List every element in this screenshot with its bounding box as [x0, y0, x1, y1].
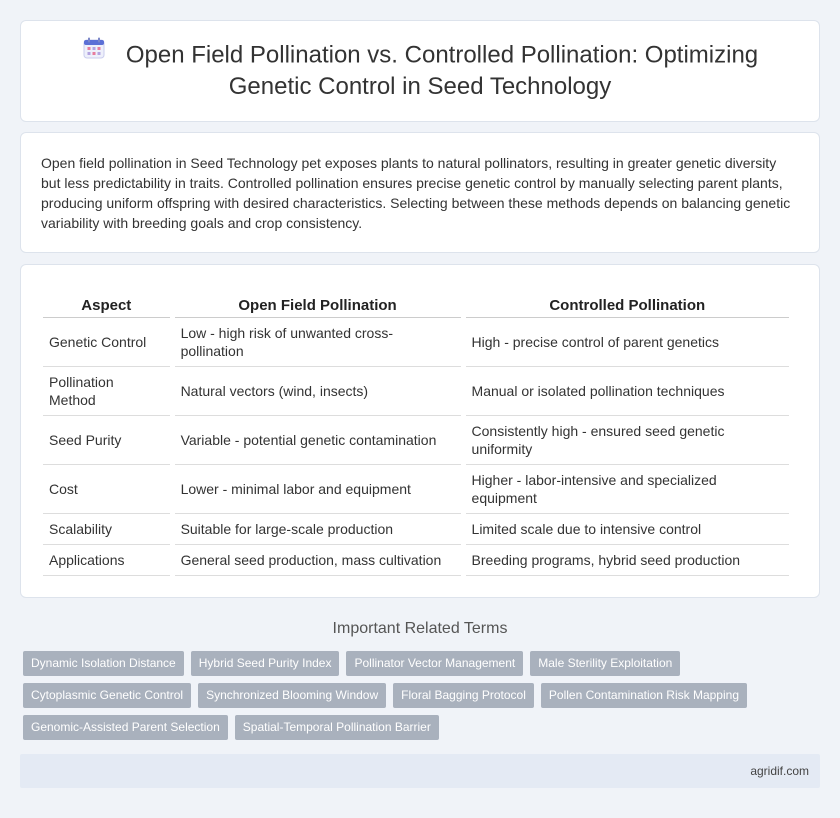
table-cell: Suitable for large-scale production: [175, 514, 461, 545]
related-terms-list: [23, 651, 823, 747]
intro-text: Open field pollination in Seed Technology pet exposes plants to natural pollinators, resulting in greater genetic diversity but less predictability in traits. Controlled pollination ensures precise genetic control by manually selecting parent plants, producing uniform offspring with desired characteristics. Selecting between these methods depends on balancing genetic variability with breeding goals and crop consistency.: [41, 155, 791, 231]
comparison-card: [20, 264, 820, 598]
term-tag[interactable]: Synchronized Blooming Window: [198, 683, 386, 708]
column-header: Aspect: [43, 290, 170, 318]
page-title-text: Open Field Pollination vs. Controlled Pollination: Optimizing Genetic Control in Seed Technology: [125, 41, 759, 100]
table-cell: Consistently high - ensured seed genetic uniformity: [466, 416, 789, 465]
table-cell: Applications: [43, 545, 170, 576]
table-cell: Breeding programs, hybrid seed production: [466, 545, 789, 576]
table-row: [43, 545, 789, 576]
term-tag[interactable]: Pollen Contamination Risk Mapping: [541, 683, 747, 708]
table-cell: Scalability: [43, 514, 170, 545]
table-cell: Manual or isolated pollination techniques: [466, 367, 789, 416]
page-title: [61, 40, 779, 102]
header-card: [20, 20, 820, 122]
table-cell: Variable - potential genetic contamination: [175, 416, 461, 465]
table-cell: Natural vectors (wind, insects): [175, 367, 461, 416]
term-tag[interactable]: Floral Bagging Protocol: [393, 683, 534, 708]
table-cell: General seed production, mass cultivation: [175, 545, 461, 576]
table-cell: Pollination Method: [43, 367, 170, 416]
table-cell: Low - high risk of unwanted cross-pollination: [175, 318, 461, 367]
footer-site-link[interactable]: agridif.com: [750, 764, 809, 778]
table-row: [43, 318, 789, 367]
intro-card: [20, 132, 820, 253]
term-tag[interactable]: Spatial-Temporal Pollination Barrier: [235, 715, 439, 740]
table-cell: Higher - labor-intensive and specialized equipment: [466, 465, 789, 514]
footer: [20, 754, 820, 788]
term-tag[interactable]: Genomic-Assisted Parent Selection: [23, 715, 228, 740]
table-row: [43, 514, 789, 545]
table-cell: Seed Purity: [43, 416, 170, 465]
table-cell: High - precise control of parent genetics: [466, 318, 789, 367]
term-tag[interactable]: Cytoplasmic Genetic Control: [23, 683, 191, 708]
term-tag[interactable]: Dynamic Isolation Distance: [23, 651, 184, 676]
table-cell: Limited scale due to intensive control: [466, 514, 789, 545]
table-row: [43, 465, 789, 514]
table-row: [43, 416, 789, 465]
calendar-icon: [82, 36, 106, 68]
table-cell: Lower - minimal labor and equipment: [175, 465, 461, 514]
column-header: Open Field Pollination: [175, 290, 461, 318]
column-header: Controlled Pollination: [466, 290, 789, 318]
table-cell: Cost: [43, 465, 170, 514]
table-header-row: [43, 290, 789, 318]
table-row: [43, 367, 789, 416]
term-tag[interactable]: Hybrid Seed Purity Index: [191, 651, 340, 676]
related-terms-title: Important Related Terms: [332, 620, 508, 637]
term-tag[interactable]: Pollinator Vector Management: [346, 651, 523, 676]
table-cell: Genetic Control: [43, 318, 170, 367]
comparison-table: [38, 290, 794, 576]
term-tag[interactable]: Male Sterility Exploitation: [530, 651, 680, 676]
